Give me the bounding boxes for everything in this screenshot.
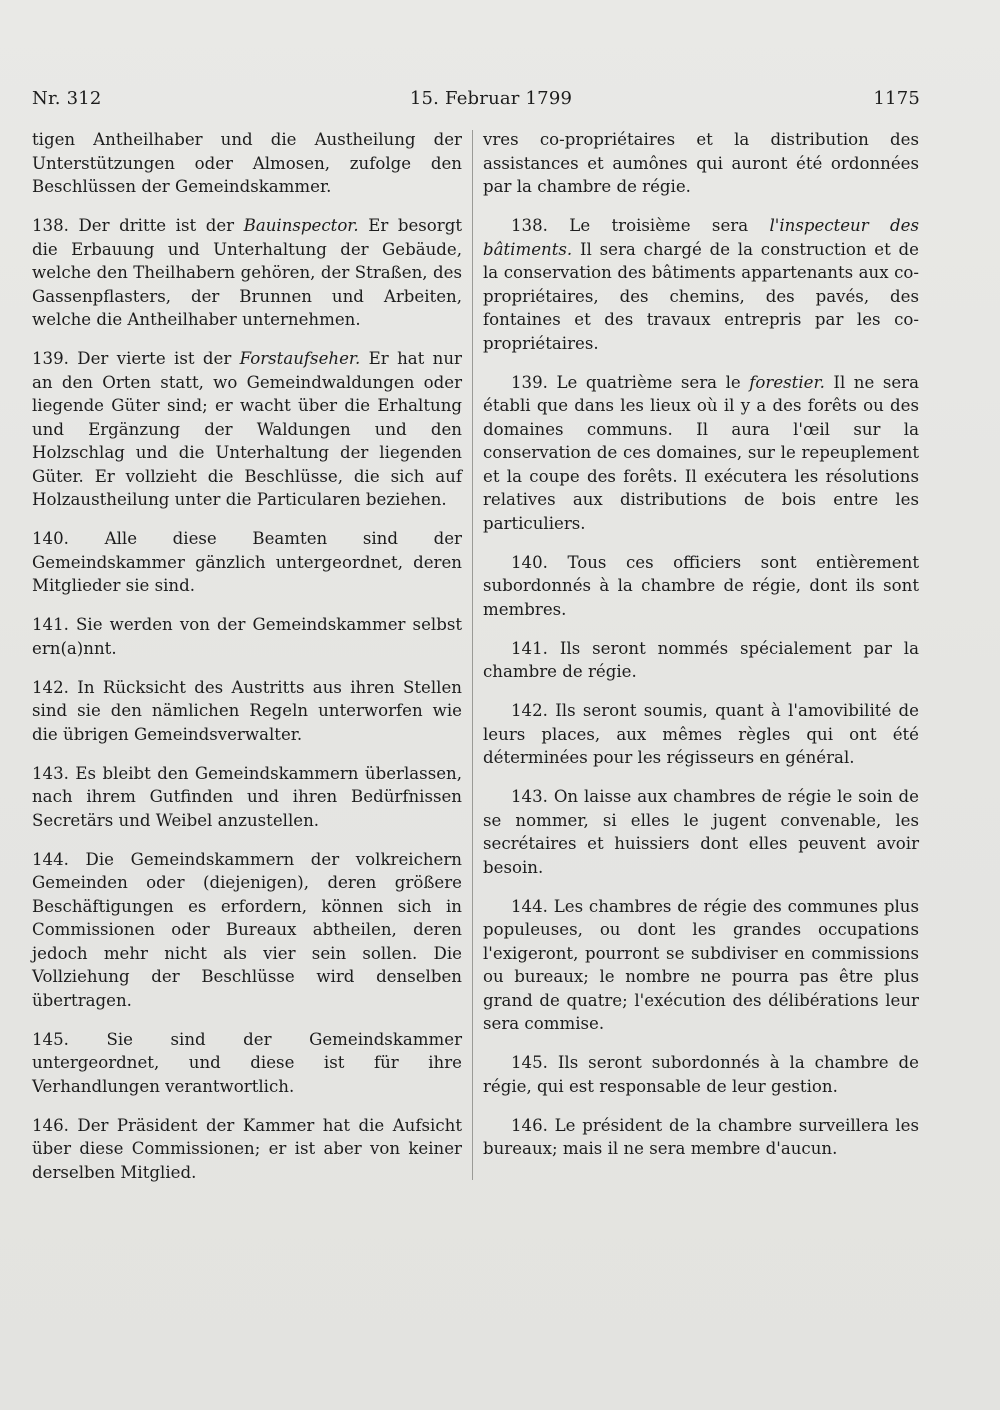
french-paragraph: 142. Ils seront soumis, quant à l'amovibilité de leurs places, aux mêmes règles qui ont été déterminées pour les régisseurs en général.: [483, 701, 919, 767]
page-header: [32, 88, 920, 118]
german-paragraph: 144. Die Gemeindskammern der volkreichern Gemeinden oder (diejenigen), deren größere Beschäftigungen es erfordern, können sich in Commissionen oder Bureaux abtheilen, deren jedoch mehr nicht als vier sein sollen. Die Vollziehung der Beschlüsse wird denselben übertragen.: [32, 849, 462, 1010]
french-paragraph: 138. Le troisième sera l'inspecteur des bâtiments. Il sera chargé de la construction et de la conservation des bâtiments appartenants aux co-propriétaires, des chemins, des pavés, des fontaines et des travaux entrepris par les co-propriétaires.: [483, 216, 919, 353]
german-column: [32, 128, 462, 1200]
french-paragraph: vres co-propriétaires et la distribution des assistances et aumônes qui auront été ordonnées par la chambre de régie.: [483, 130, 919, 196]
german-paragraph: 142. In Rücksicht des Austritts aus ihren Stellen sind sie den nämlichen Regeln unterworfen wie die übrigen Gemeindsverwalter.: [32, 677, 462, 744]
french-paragraph: 145. Ils seront subordonnés à la chambre de régie, qui est responsable de leur gestion.: [483, 1053, 919, 1096]
french-column: [483, 128, 919, 1176]
french-paragraph: 139. Le quatrième sera le forestier. Il ne sera établi que dans les lieux où il y a des forêts ou des domaines communs. Il aura l'œil sur la conservation de ces domaines, sur le repeuplement et la coupe des forêts. Il exécutera les résolutions relatives aux distributions de bois entre les particuliers.: [483, 372, 920, 533]
french-paragraph: 140. Tous ces officiers sont entièrement subordonnés à la chambre de régie, dont ils sont membres.: [483, 552, 919, 619]
french-paragraph: 143. On laisse aux chambres de régie le soin de se nommer, si elles le jugent convenable, les secrétaires et huissiers dont elles peuvent avoir besoin.: [483, 787, 919, 877]
document-number: Nr. 312: [32, 88, 102, 109]
german-paragraph: 139. Der vierte ist der Forstaufseher. Er hat nur an den Orten statt, wo Gemeindwaldungen oder liegende Güter sind; er wacht über die Erhaltung und Ergänzung der Waldungen und den Holzschlag und die Unterhaltung der liegenden Güter. Er vollzieht die Beschlüsse, die sich auf Holzaustheilung unter die Particularen beziehen.: [32, 349, 462, 509]
french-paragraph: 144. Les chambres de régie des communes plus populeuses, ou dont les grandes occupations l'exigeront, pourront se subdiviser en commissions ou bureaux; le nombre ne pourra pas être plus grand de quatre; l'exécution des délibérations leur sera commise.: [483, 896, 919, 1033]
page-number: 1175: [873, 88, 920, 109]
german-paragraph: tigen Antheilhaber und die Austheilung der Unterstützungen oder Almosen, zufolge den Beschlüssen der Gemeindskammer.: [32, 130, 462, 196]
german-paragraph: 138. Der dritte ist der Bauinspector. Er besorgt die Erbauung und Unterhaltung der Gebäude, welche den Theilhabern gehören, der Straßen, des Gassenpflasters, der Brunnen und Arbeiten, welche die Antheilhaber unternehmen.: [32, 216, 462, 329]
document-date: 15. Februar 1799: [409, 88, 573, 109]
german-paragraph: 146. Der Präsident der Kammer hat die Aufsicht über diese Commissionen; er ist aber von keiner derselben Mitglied.: [32, 1115, 462, 1182]
column-divider: [472, 130, 473, 1180]
german-paragraph: 140. Alle diese Beamten sind der Gemeindskammer gänzlich untergeordnet, deren Mitglieder sie sind.: [32, 529, 462, 595]
german-paragraph: 141. Sie werden von der Gemeindskammer selbst ern(a)nnt.: [32, 615, 462, 658]
french-paragraph: 141. Ils seront nommés spécialement par la chambre de régie.: [483, 638, 919, 681]
german-paragraph: 143. Es bleibt den Gemeindskammern überlassen, nach ihrem Gutfinden und ihren Bedürfnissen Secretärs und Weibel anzustellen.: [32, 763, 462, 830]
french-paragraph: 146. Le président de la chambre surveillera les bureaux; mais il ne sera membre d'aucun.: [483, 1115, 919, 1158]
german-paragraph: 145. Sie sind der Gemeindskammer untergeordnet, und diese ist für ihre Verhandlungen verantwortlich.: [32, 1029, 462, 1096]
